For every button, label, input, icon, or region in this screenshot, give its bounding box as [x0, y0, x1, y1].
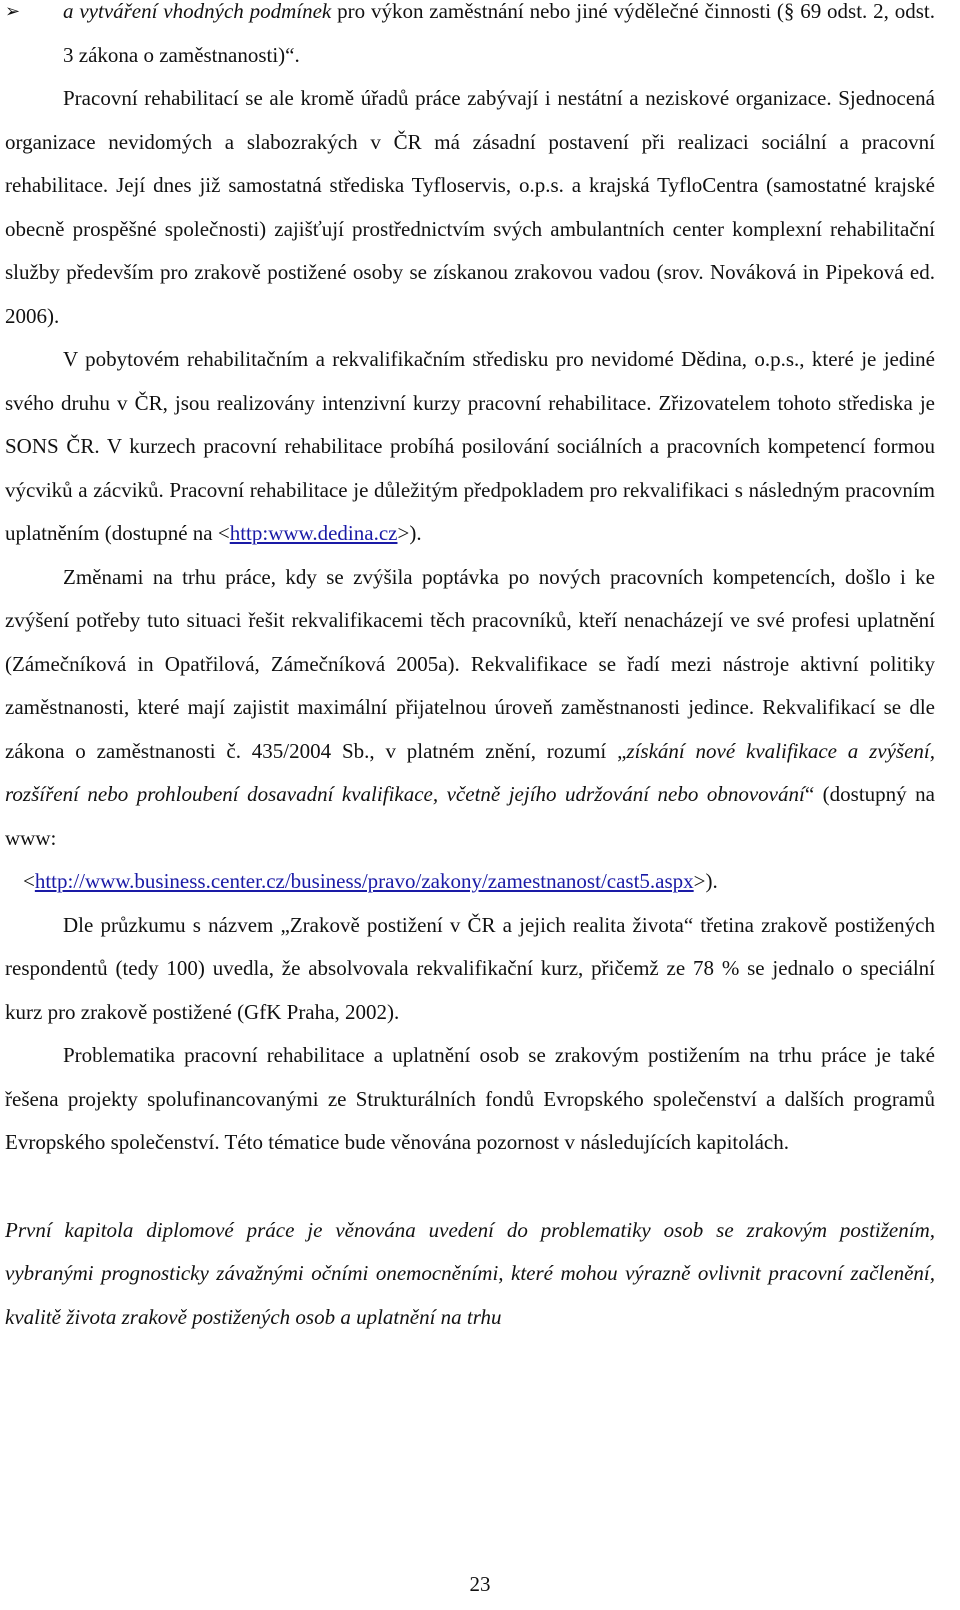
- rekvalifikace-italic: získání nové kvalifikace a zvýšení, rozšíření nebo prohloubení dosavadní kvalifikace, včetně jejího udržování nebo obnovování: [5, 738, 936, 806]
- rekvalifikace-text: Změnami na trhu práce, kdy se zvýšila poptávka po nových pracovních kompetencích, došlo i ke zvýšení potřeby tuto situaci řešit rekvalifikacemi těch pracovníků, kteří nenacházejí ve své profesi uplatnění (Zámečníková in Opatřilová, Zámečníková 2005a). Rekvalifikace se řadí mezi nástroje aktivní politiky zaměstnanosti, které mají zajistit maximální přijatelnou úroveň zaměstnanosti jedince. Rekvalifikací se dle zákona o zaměstnanosti č. 435/2004 Sb., v platném znění, rozumí „: [5, 564, 935, 763]
- document-page: [5, 0, 935, 1339]
- dedina-after: >).: [397, 521, 422, 545]
- bullet-text: [63, 0, 935, 77]
- url-prefix: <: [23, 869, 35, 893]
- arrow-bullet-icon: ➢: [5, 1, 21, 22]
- paragraph-pruzkum: Dle průzkumu s názvem „Zrakově postižení v ČR a jejich realita života“ třetina zrakově postižených respondentů (tedy 100) uvedla, že absolvovala rekvalifikační kurz, přičemž ze 78 % se jednalo o speciální kurz pro zrakově postižené (GfK Praha, 2002).: [5, 912, 935, 1024]
- dedina-text: V pobytovém rehabilitačním a rekvalifikačním středisku pro nevidomé Dědina, o.p.s., které je jediné svého druhu v ČR, jsou realizovány intenzivní kurzy pracovní rehabilitace. Zřizovatelem tohoto střediska je SONS ČR. V kurzech pracovní rehabilitace probíhá posilování sociálních a pracovních kompetencí formou výcviků a zácviků. Pracovní rehabilitace je důležitým předpokladem pro rekvalifikaci s následným pracovním uplatněním (dostupné na <: [5, 347, 935, 545]
- bullet-rest: pro výkon zaměstnání nebo jiné výdělečné činnosti (§ 69 odst. 2, odst. 3 zákona o zaměstnanosti)“.: [63, 0, 935, 67]
- rekvalifikace-after: “ (dostupný na www:: [5, 782, 935, 850]
- business-center-link[interactable]: http://www.business.center.cz/business/pravo/zakony/zamestnanost/cast5.aspx: [34, 869, 694, 893]
- bullet-item: [5, 0, 935, 77]
- paragraph-prvni-kapitola: První kapitola diplomové práce je věnována uvedení do problematiky osob se zrakovým postižením, vybranými prognosticky závažnými očními onemocněními, které mohou výrazně ovlivnit pracovní začlenění, kvalitě života zrakově postižených osob a uplatnění na trhu: [5, 1217, 935, 1329]
- paragraph-tyfloservis: Pracovní rehabilitací se ale kromě úřadů práce zabývají i nestátní a neziskové organizace. Sjednocená organizace nevidomých a slabozrakých v ČR má zásadní postavení při realizaci sociální a pracovní rehabilitace. Její dnes již samostatná střediska Tyfloservis, o.p.s. a krajská TyfloCentra (samostatné krajské obecně prospěšné společnosti) zajišťují prostřednictvím svých ambulantních center komplexní rehabilitační služby především pro zrakově postižené osoby se získanou zrakovou vadou (srov. Nováková in Pipeková ed. 2006).: [5, 86, 935, 328]
- bullet-italic: a vytváření vhodných podmínek: [63, 0, 332, 23]
- business-center-url-line: [5, 860, 935, 904]
- page-number: 23: [469, 1572, 491, 1596]
- url-suffix: >).: [693, 869, 718, 893]
- paragraph-gap: [5, 1165, 935, 1209]
- dedina-link[interactable]: http:www.dedina.cz: [229, 521, 398, 545]
- paragraph-problematika: Problematika pracovní rehabilitace a uplatnění osob se zrakovým postižením na trhu práce je také řešena projekty spolufinancovanými ze Strukturálních fondů Evropského společenství a dalších programů Evropského společenství. Této tématice bude věnována pozornost v následujících kapitolách.: [5, 1043, 935, 1154]
- paragraph-rekvalifikace: [5, 556, 935, 861]
- paragraph-dedina: [5, 338, 935, 556]
